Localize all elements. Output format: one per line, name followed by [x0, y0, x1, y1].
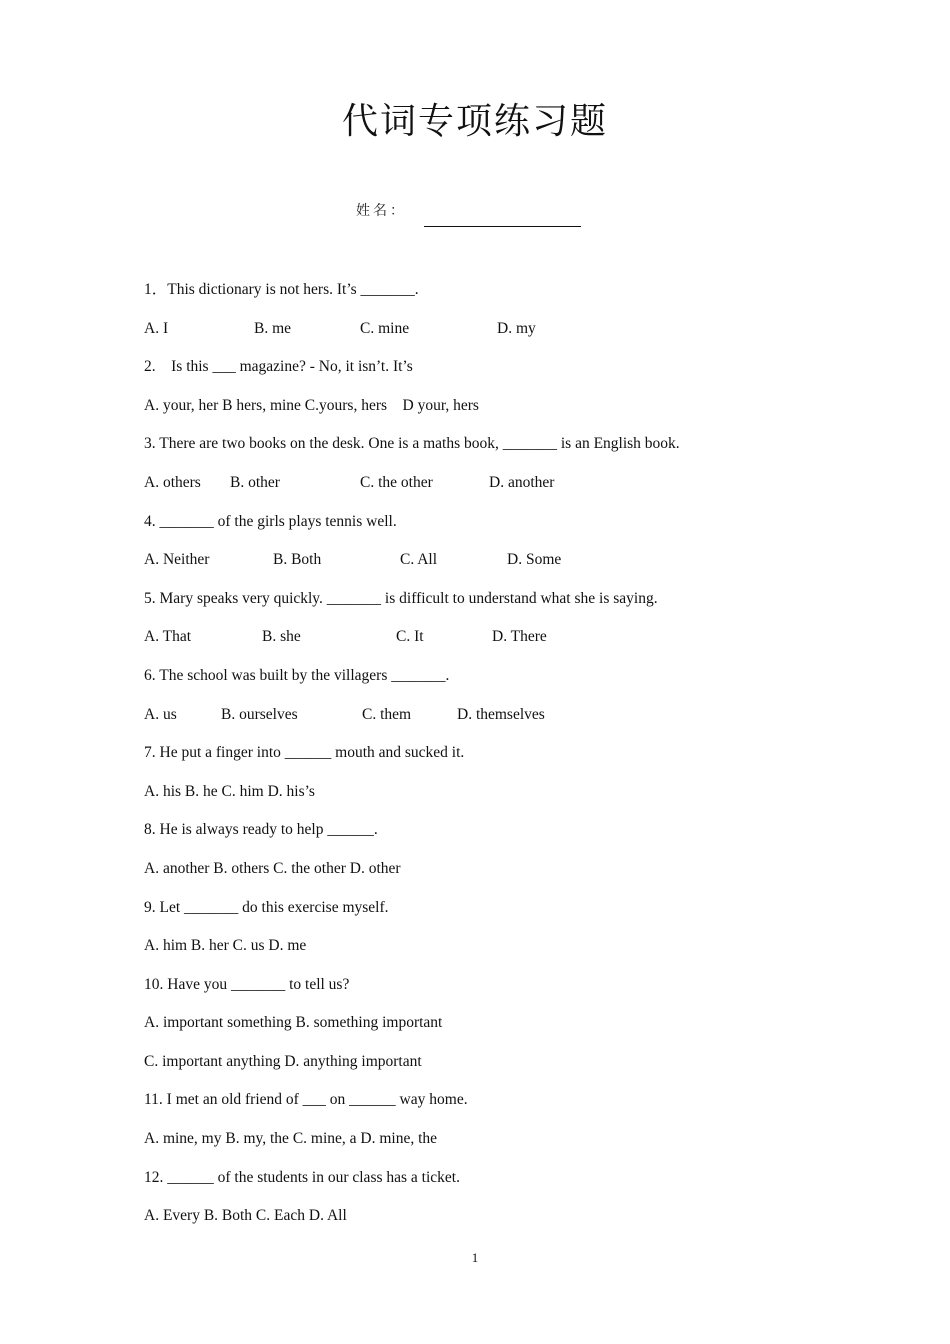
- option-c: C. them: [362, 705, 412, 723]
- question-1-options: [144, 317, 844, 356]
- page-number: 1: [471, 1250, 479, 1265]
- question-6-options: [144, 703, 844, 742]
- question-11: 11. I met an old friend of ___ on ______ way home.: [144, 1091, 468, 1109]
- question-7-options: A. his B. he C. him D. his’s: [144, 782, 315, 800]
- question-10: 10. Have you _______ to tell us?: [144, 975, 350, 993]
- question-6: 6. The school was built by the villagers _______.: [144, 666, 450, 684]
- option-b: B. other: [230, 473, 280, 491]
- question-8: 8. He is always ready to help ______.: [144, 821, 378, 839]
- question-2-options: A. your, her B hers, mine C.yours, hers D your, hers: [144, 396, 479, 414]
- option-c: C. the other: [360, 473, 433, 491]
- option-d: D. Some: [507, 551, 562, 569]
- option-a: A. That: [144, 628, 192, 646]
- option-b: B. she: [262, 628, 301, 646]
- option-a: A. Neither: [144, 551, 210, 569]
- question-2: 2. Is this ___ magazine? - No, it isn’t. It’s: [144, 358, 413, 376]
- name-field: [356, 198, 586, 230]
- question-10-options-2: C. important anything D. anything important: [144, 1052, 422, 1070]
- option-d: D. another: [489, 473, 555, 491]
- option-c: C. It: [396, 628, 424, 646]
- option-a: A. I: [144, 319, 169, 337]
- option-d: D. themselves: [457, 705, 545, 723]
- question-5: 5. Mary speaks very quickly. _______ is difficult to understand what she is saying.: [144, 589, 658, 607]
- question-3: 3. There are two books on the desk. One is a maths book, _______ is an English book.: [144, 435, 680, 453]
- question-list: [144, 278, 844, 1243]
- option-a: A. us: [144, 705, 177, 723]
- option-b: B. me: [254, 319, 292, 337]
- option-c: C. mine: [360, 319, 410, 337]
- question-12-options: A. Every B. Both C. Each D. All: [144, 1207, 347, 1225]
- question-10-options-1: A. important something B. something important: [144, 1014, 443, 1032]
- option-d: D. my: [497, 319, 536, 337]
- question-9-options: A. him B. her C. us D. me: [144, 937, 307, 955]
- name-label: 姓名：: [356, 203, 407, 219]
- option-c: C. All: [400, 551, 438, 569]
- question-7: 7. He put a finger into ______ mouth and sucked it.: [144, 744, 465, 762]
- question-5-options: [144, 625, 844, 664]
- question-8-options: A. another B. others C. the other D. other: [144, 859, 401, 877]
- question-12: 12. ______ of the students in our class has a ticket.: [144, 1168, 460, 1186]
- document-title: 代词专项练习题: [341, 101, 608, 142]
- question-11-options: A. mine, my B. my, the C. mine, a D. mine, the: [144, 1130, 438, 1148]
- question-9: 9. Let _______ do this exercise myself.: [144, 898, 389, 916]
- question-4-options: [144, 548, 844, 587]
- option-b: B. ourselves: [221, 705, 298, 723]
- option-a: A. others: [144, 473, 201, 491]
- question-1: 1．This dictionary is not hers. It’s _______.: [144, 281, 419, 298]
- question-4: 4. _______ of the girls plays tennis well.: [144, 512, 397, 530]
- question-3-options: [144, 471, 844, 510]
- name-blank-line: [424, 226, 581, 227]
- option-d: D. There: [492, 628, 547, 646]
- option-b: B. Both: [273, 551, 322, 569]
